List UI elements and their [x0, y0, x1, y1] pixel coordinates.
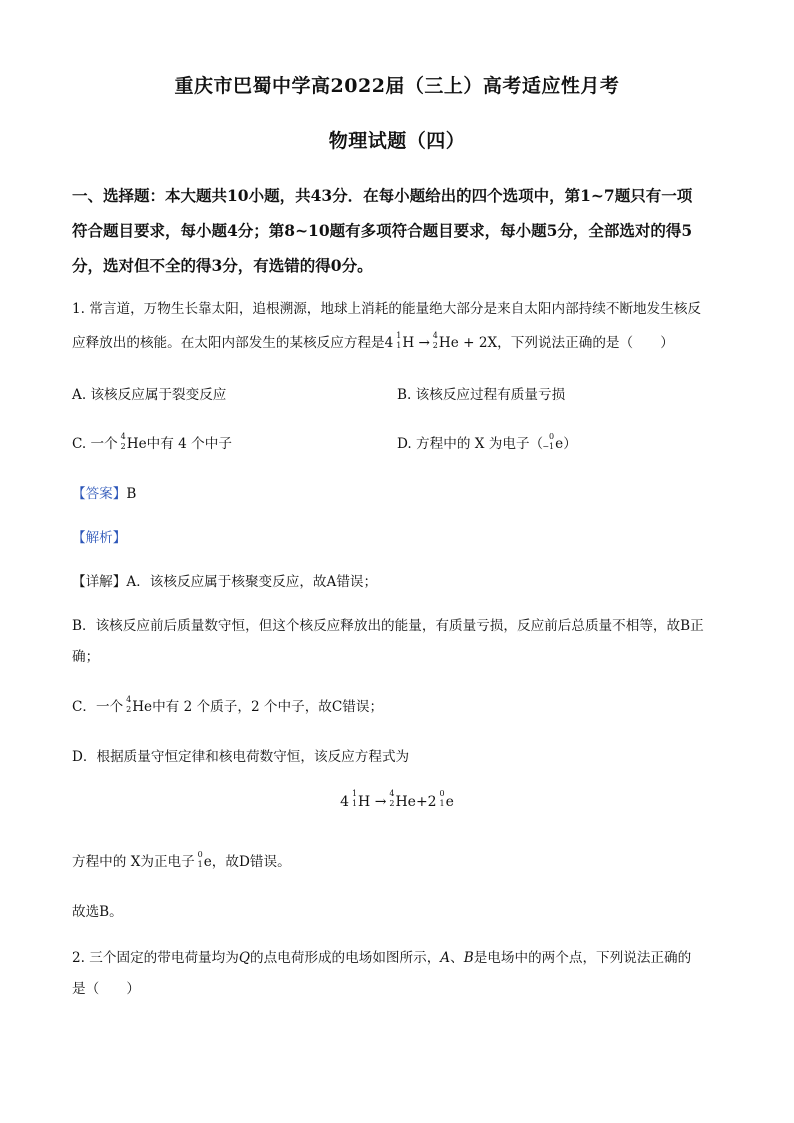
q1-stem-suffix: ，下列说法正确的是（ ） — [497, 335, 674, 351]
conclusion: 方程中的 X为正电子 0 1 e，故D错误。 — [72, 849, 291, 870]
q2-stem-line-2: 是（ ） — [72, 981, 140, 997]
eq-hydrogen: H — [402, 335, 415, 351]
q2-stem-line-1: 2. 三个固定的带电荷量均为Q的点电荷形成的电场如图所示，A、B是电场中的两个点，下列说法正确的 — [72, 950, 692, 966]
answer-label: 【答案】 — [72, 486, 127, 502]
instructions-line-1: 一、选择题：本大题共10小题，共43分．在每小题给出的四个选项中，第1~7题只有一项 — [72, 186, 693, 205]
eq-helium: He — [438, 335, 459, 351]
detail-b-line-2: 确； — [72, 649, 100, 665]
detail-c: C．一个 4 2 He中有 2 个质子，2 个中子，故C错误； — [72, 694, 384, 715]
q1-stem-line-2 — [72, 331, 674, 351]
eq-coefficient: 4 — [384, 335, 394, 351]
eq-arrow: → — [418, 335, 430, 351]
q1-option-c[interactable]: C. 一个 4 2 He中有 4 个中子 — [72, 431, 232, 452]
q1-option-d[interactable]: D. 方程中的 X 为电子（ 0 −1 e） — [397, 431, 577, 452]
section-instructions — [72, 178, 724, 283]
q1-stem-text: 应释放出的核能。在太阳内部发生的某核反应方程是 — [72, 335, 385, 351]
q1-answer — [72, 482, 136, 502]
detail-label: 【详解】 — [72, 574, 127, 590]
q1-option-a[interactable]: A. 该核反应属于裂变反应 — [72, 387, 227, 403]
detail-a: 【详解】A．该核反应属于核聚变反应，故A错误； — [72, 574, 378, 590]
q1-option-b[interactable]: B. 该核反应过程有质量亏损 — [397, 387, 566, 403]
reaction-equation: 4 1 1 H → 4 2 He+2 0 1 e — [340, 789, 454, 810]
instructions-line-3: 分，选对但不全的得3分，有选错的得0分。 — [72, 256, 373, 275]
page-title: 重庆市巴蜀中学高2022届（三上）高考适应性月考 — [174, 75, 620, 97]
page-subtitle: 物理试题（四） — [328, 130, 466, 152]
instructions-line-2: 符合题目要求，每小题4分；第8~10题有多项符合题目要求，每小题5分，全部选对的得5 — [72, 221, 693, 240]
answer-value: B — [126, 486, 137, 502]
q1-stem-line-1: 1. 常言道，万物生长靠太阳，追根溯源，地球上消耗的能量绝大部分是来自太阳内部持续不断地发生核反 — [72, 301, 702, 317]
analysis-label: 【解析】 — [72, 530, 127, 546]
detail-b-line-1: B．该核反应前后质量数守恒，但这个核反应释放出的能量，有质量亏损，反应前后总质量不相等，故B正 — [72, 618, 704, 634]
q1-equation: 4 1 1 H → 4 2 He + 2X — [384, 330, 498, 351]
choose-statement: 故选B。 — [72, 904, 123, 920]
detail-d: D．根据质量守恒定律和核电荷数守恒，该反应方程式为 — [72, 749, 410, 765]
eq-plus-x: + 2X — [463, 335, 498, 351]
